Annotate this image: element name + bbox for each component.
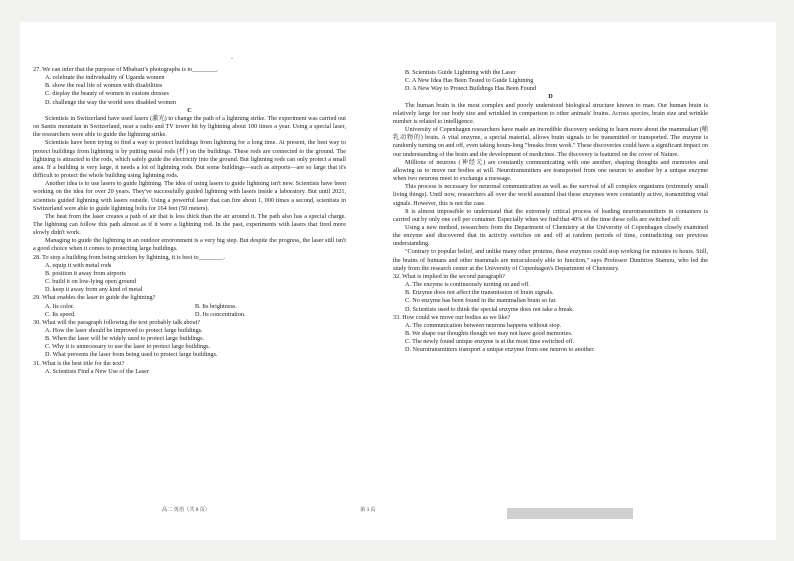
q28-option-b: B. position it away from airports — [45, 269, 126, 277]
q31-option-c: C. A New Idea Has Been Tested to Guide Lightning — [405, 77, 534, 85]
q33-option-c: C. The newly found unique enzyme is at the most time switched off. — [405, 338, 575, 346]
redaction-bar — [507, 508, 633, 519]
passage-c-paragraph: Another idea is to use lasers to guide lightning. The idea of using lasers to guide lightning isn't new. Scientists have been working on the idea for over 20 years. They've successfully guided lightning with lasers inside a laboratory. But until 2021, scientists guided lightning with lasers outside. Using a powerful laser that can fire about 1, 000 times a second, scientists in Switzerland were able to guide lightning bolts for 164 feet (50 meters). — [33, 180, 346, 212]
q33-stem: 33. How could we move our bodies as we like? — [393, 313, 511, 321]
section-c-heading: C — [187, 106, 192, 114]
q30-option-b: B. When the laser will be widely used to protect large buildings. — [45, 335, 205, 343]
footer-left: 高二 英语（共 8 页） — [162, 507, 210, 513]
q28-stem: 28. To stop a building from being stricken by lightning, it is best to________. — [33, 253, 225, 261]
right-column — [393, 69, 708, 354]
passage-d-paragraph: "Contrary to popular belief, and unlike many other proteins, these enzymes could stop working for minutes to hours. Still, the brains of humans and other mammals are miraculously able to function," says Professor Dimitrios Stamou, who led the study from the research center at the University of Copenhagen's Department of Chemistry. — [393, 248, 708, 272]
q33-option-a: A. The communication between neurons happens without stop. — [405, 321, 562, 329]
q31-option-a: A. Scientists Find a New Use of the Laser — [45, 367, 149, 375]
q32-option-c: C. No enzyme has been found in the mammalian brain so far. — [405, 297, 557, 305]
q29-option-a: A. Its color. — [45, 302, 75, 310]
passage-c-paragraph: Managing to guide the lightning in an outdoor environment is a very big step. But despite the progress, the laser still isn't a good choice when it comes to protecting large buildings. — [33, 237, 346, 253]
q30-option-d: D. What prevents the laser from being used to protect large buildings. — [45, 351, 218, 359]
q29-option-c: C. Its speed. — [45, 310, 76, 318]
q33-option-d: D. Neurotransmitters transport a unique enzyme from one neuron to another. — [405, 346, 595, 354]
q29-option-d: D. Its concentration. — [195, 310, 246, 318]
passage-c-paragraph: Scientists have been trying to find a way to protect buildings from lightning for a long time. At present, the best way to protect buildings from lightning is by putting metal rods (杆) on the buildings. These rods are connected to the ground. The lightning is attracted to the rods, which safely guide the electricity into the ground. But lightning rods can only protect a small area. If a building is very large, it needs a lot of lightning rods. But some buildings—such as airports—are so large that it's difficult to protect the whole building using lightning rods. — [33, 139, 346, 180]
exam-page — [20, 22, 776, 540]
q28-option-d: D. keep it away from any kind of metal — [45, 286, 143, 294]
q27-option-a: A. celebrate the individuality of Uganda women — [45, 74, 165, 82]
q29-options-row — [33, 303, 346, 311]
section-d-heading: D — [548, 93, 553, 101]
left-column — [33, 66, 346, 376]
q30-option-c: C. Why it is unnecessary to use the laser to protect large buildings. — [45, 343, 211, 351]
q29-options-row — [33, 311, 346, 319]
passage-d-paragraph: Using a new method, researchers from the Department of Chemistry at the University of Copenhagen closely examined the enzyme and discovered that its activity switches on and off at random periods of time, contradicting our previous understanding. — [393, 223, 708, 248]
q27-option-b: B. show the real life of women with disabilities — [45, 82, 163, 90]
q32-option-a: A. The enzyme is continuously turning on and off. — [405, 281, 530, 289]
q31-option-d: D. A New Way to Protect Buildings Has Been Found — [405, 85, 537, 93]
passage-d-paragraph: University of Copenhagen researchers have made an incredible discovery seeking to learn more about the mammalian (哺乳动物的) brain. A vital enzyme, a special material, allows brain signals to be transmitted or transported. The enzyme is randomly turning on and off, even taking hours-long "breaks from work." These discoveries could have a significant impact on our understanding of the brain and the development of medicines. The discovery is featured on the cover of Nature. — [393, 126, 708, 158]
q29-option-b: B. Its brightness. — [195, 302, 237, 310]
q31-option-b: B. Scientists Guide Lightning with the Laser — [405, 69, 516, 76]
passage-d-paragraph: The human brain is the most complex and poorly understood biological structure known to man. Our human brain is relatively large for our body size and wrinkled in comparison to other animals' brains. Across species, brain size and wrinkle number is related to intelligence. — [393, 101, 708, 125]
q27-option-d: D. challenge the way the world sees disabled women — [45, 98, 177, 106]
q32-option-b: B. Enzyme does not affect the transmission of brain signals. — [405, 289, 554, 297]
q27-option-c: C. display the beauty of women in custom dresses — [45, 90, 169, 98]
passage-c-paragraph: The heat from the laser creates a path of air that is less thick than the air around it. The path also has a special charge. The lightning can follow this path almost as if it were a lightning rod. In the past, experiments with lasers that fired more slowly didn't work. — [33, 212, 346, 237]
passage-d-paragraph: Millions of neurons (神经元) are constantly communicating with one another, shaping thoughts and memories and allowing us to move our bodies at will. Neurotransmitters are transported from one neuron to another by a unique enzyme when two neurons meet to exchange a message. — [393, 158, 708, 183]
q28-option-a: A. equip it with metal rods — [45, 261, 112, 269]
top-mark: ˉ — [231, 58, 233, 64]
passage-c-paragraph: Scientists in Switzerland have used lasers (激光) to change the path of a lightning strike. The experiment was carried out on Santis mountain in Switzerland, near a radio and TV tower hit by lightning about 100 times a year. Using a special laser, the researchers were able to guide the lightning strike. — [33, 114, 346, 139]
footer-page-number: 第 3 页 — [360, 507, 376, 513]
q32-stem: 32. What is implied in the second paragraph? — [393, 272, 505, 280]
q28-option-c: C. build it on low-lying open ground — [45, 278, 136, 286]
q31-stem: 31. What is the best title for the text? — [33, 359, 125, 367]
q33-option-b: B. We shape our thoughts though we may not have good memories. — [405, 330, 573, 337]
q27-stem: 27. We can infer that the purpose of Mbabazi's photographs is to________. — [33, 66, 219, 73]
passage-d-paragraph: This process is necessary for neuronal communication as well as the survival of all complex organisms (extremely small living things). Until now, researchers all over the world assumed that these enzymes were constantly active, transmitting vital signals. However, this is not the case. — [393, 183, 708, 207]
q30-stem: 30. What will the paragraph following the text probably talk about? — [33, 318, 201, 326]
q29-stem: 29. What enables the laser to guide the lightning? — [33, 294, 156, 302]
passage-d-paragraph: It is almost impossible to understand that the extremely critical process of loading neurotransmitters in containers is carried out by only one cell per container. Especially when we find that 40% of the time these cells are switched off. — [393, 207, 708, 223]
q30-option-a: A. How the laser should be improved to protect large buildings. — [45, 327, 203, 334]
q32-option-d: D. Scientists used to think the special enzyme does not take a break. — [405, 305, 574, 313]
